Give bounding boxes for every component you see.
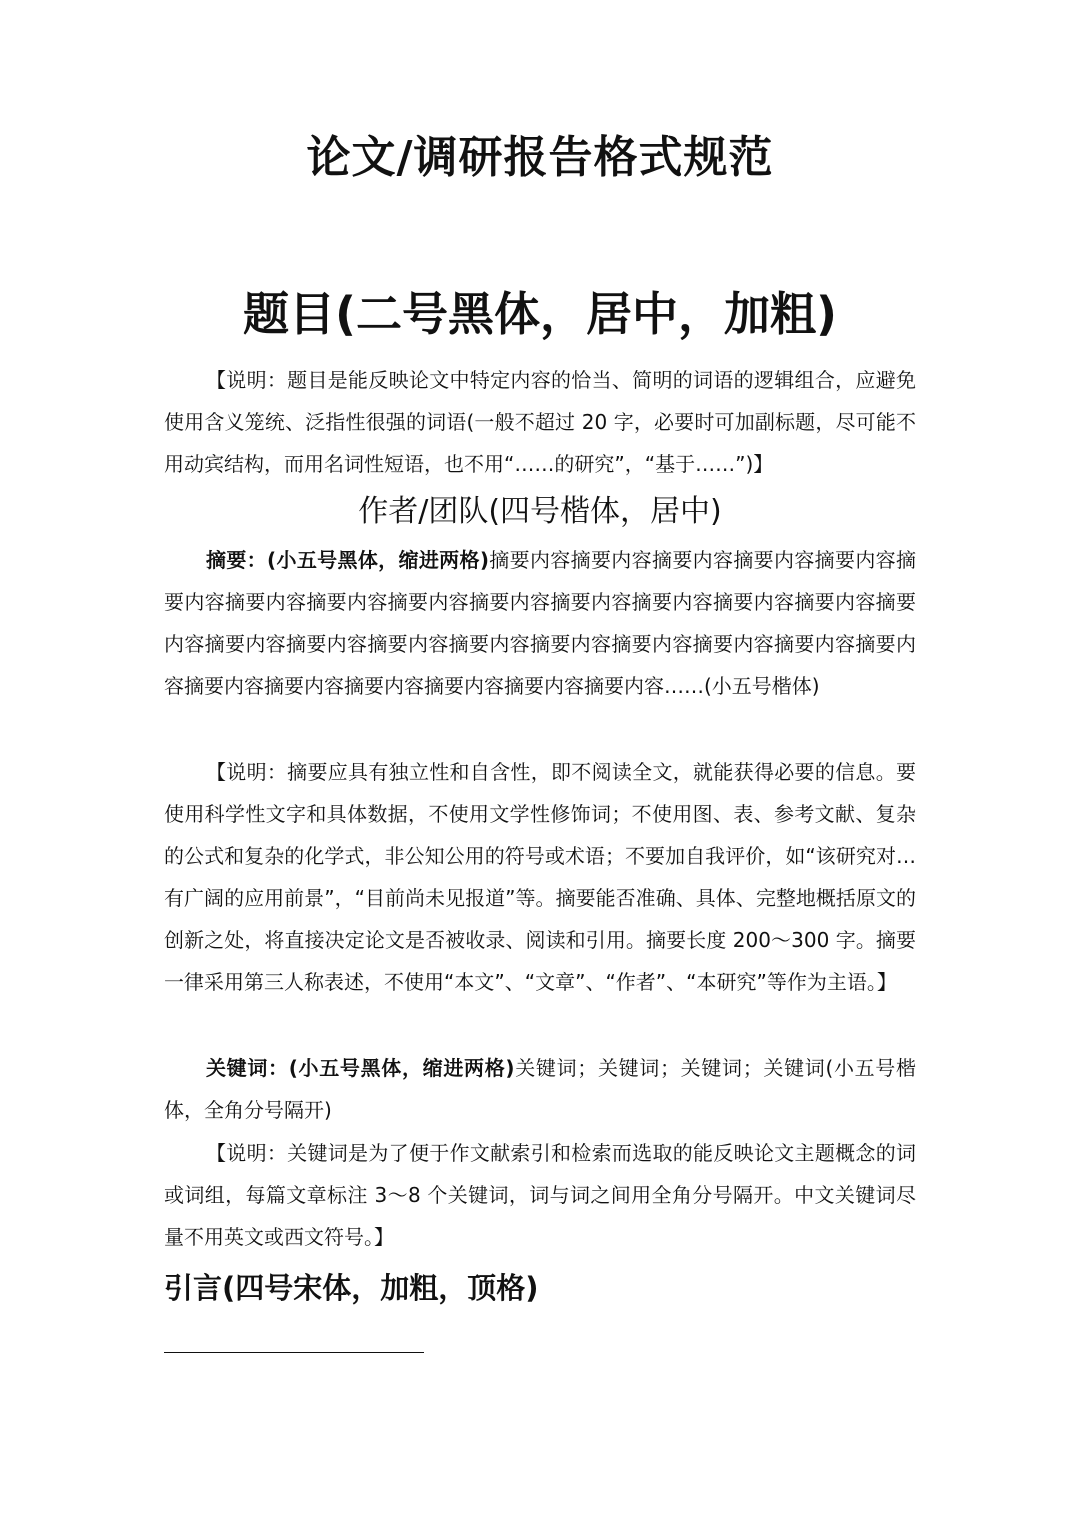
keywords-label: 关键词：(小五号黑体，缩进两格) [206, 1056, 515, 1080]
document-title: 论文/调研报告格式规范 [306, 132, 774, 183]
abstract-label: 摘要：(小五号黑体，缩进两格) [206, 548, 489, 572]
introduction-heading: 引言(四号宋体，加粗，顶格) [164, 1271, 539, 1305]
abstract-note-paragraph: 【说明：摘要应具有独立性和自含性，即不阅读全文，就能获得必要的信息。要使用科学性文字和具体数据，不使用文学性修饰词；不使用图、表、参考文献、复杂的公式和复杂的化学式，非公知公用的符号或术语；不要加自我评价，如“该研究对…有广阔的应用前景”，“目前尚未见报道”等。摘要能否准确、具体、完整地概括原文的创新之处，将直接决定论文是否被收录、阅读和引用。摘要长度 200～300 字。摘要一律采用第三人称表述，不使用“本文”、“文章”、“作者”、“本研究”等作为主语。】 [164, 760, 916, 994]
keywords-content: 关键词；关键词；关键词；关键词(小五号楷体，全角分号隔开) [164, 1056, 916, 1122]
keywords-note-paragraph: 【说明：关键词是为了便于作文献索引和检索而选取的能反映论文主题概念的词或词组，每篇文章标注 3～8 个关键词，词与词之间用全角分号隔开。中文关键词尽量不用英文或西文符号。】 [164, 1141, 916, 1249]
paper-title-placeholder: 题目(二号黑体，居中，加粗) [242, 287, 838, 341]
keywords-paragraph [164, 1047, 916, 1131]
title-note-paragraph: 【说明：题目是能反映论文中特定内容的恰当、简明的词语的逻辑组合，应避免使用含义笼统、泛指性很强的词语(一般不超过 20 字，必要时可加副标题，尽可能不用动宾结构，而用名词性短语，也不用“……的研究”，“基于……”)】 [164, 368, 916, 476]
author-line: 作者/团队(四号楷体，居中) [358, 494, 722, 529]
abstract-paragraph [164, 539, 916, 707]
footnote-separator [164, 1352, 424, 1353]
abstract-content: 摘要内容摘要内容摘要内容摘要内容摘要内容摘要内容摘要内容摘要内容摘要内容摘要内容摘要内容摘要内容摘要内容摘要内容摘要内容摘要内容摘要内容摘要内容摘要内容摘要内容摘要内容摘要内容摘要内容摘要内容摘要内容摘要内容摘要内容摘要内容摘要内容摘要内容……(小五号楷体) [164, 548, 916, 698]
